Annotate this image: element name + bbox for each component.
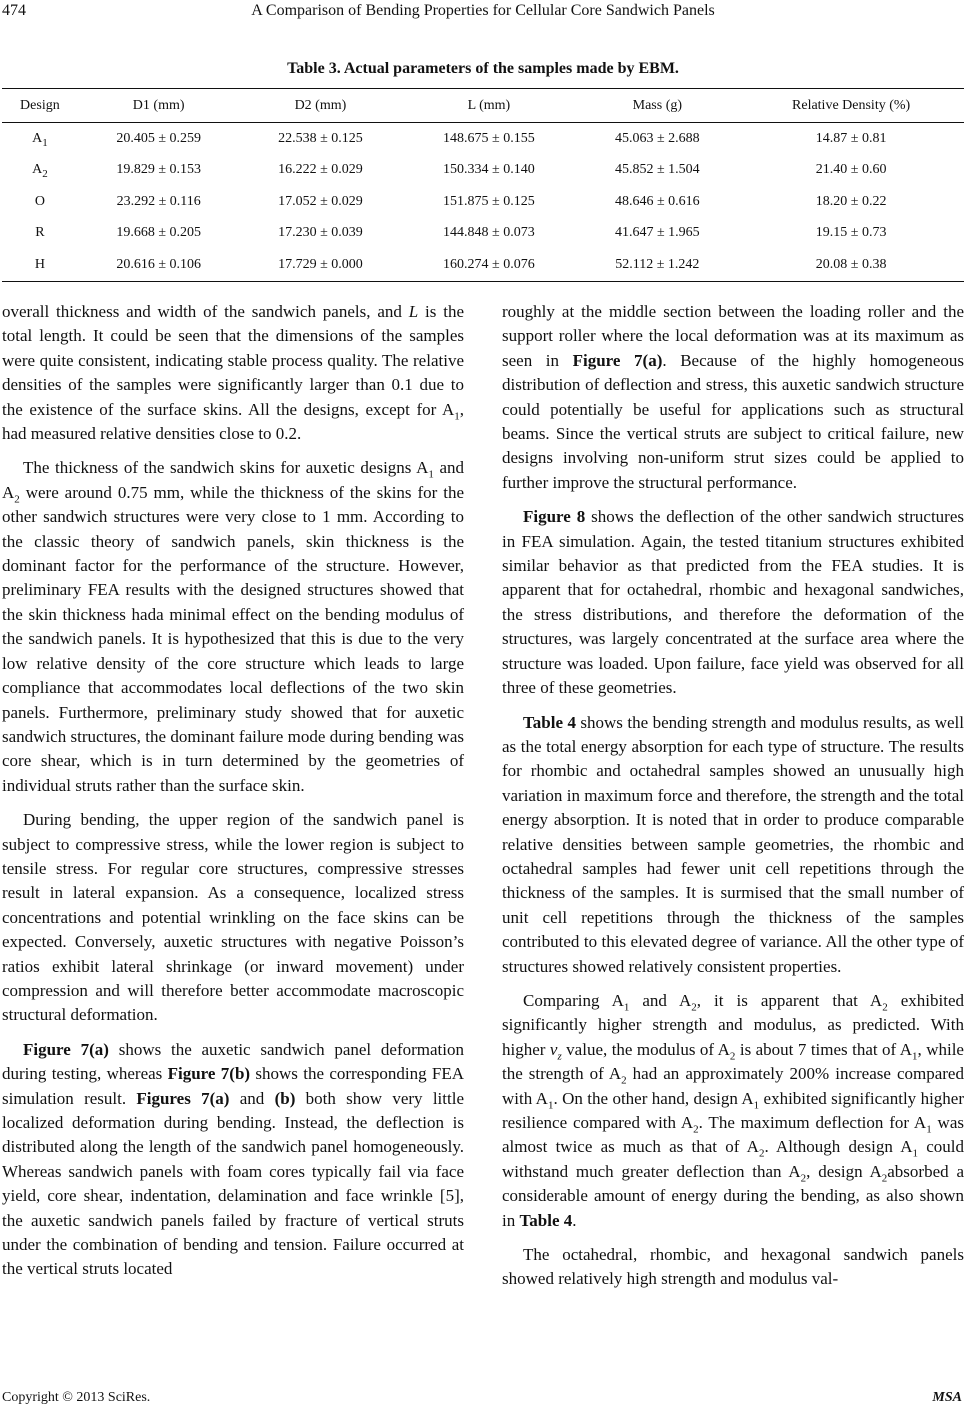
cell-d1: 20.616 ± 0.106 [78,249,240,281]
cell-design: R [35,225,45,241]
paragraph: The octahedral, rhombic, and hexagonal sandwich panels showed relatively high strength and modulus val- [502,1245,964,1289]
paragraph: During bending, the upper region of the sandwich panel is subject to compressive stress, while the lower region is subject to tensile stress. For regular core structures, compressive stresses result in lateral expansion. As a consequence, localized stress concentrations and potential wrinkling on the face skins can be expected. Conversely, auxetic structures with negative Poisson’s ratios exhibit lateral shrinkage (or inward movement) under compression and will therefore better accommodate macroscopic structural deformation. [2,810,464,1025]
parameters-table [2,88,964,282]
paragraph: overall thickness and width of the sandwich panels, and L is the total length. It could be seen that the dimensions of the samples were quite consistent, indicating stable process quality. The relative densities of the samples were significantly larger than 0.1 due to the existence of the surface skins. All the designs, except for $A_1$, had measured relative densities close to 0.2. [2,302,464,444]
paragraph: The thickness of the sandwich skins for auxetic designs $A_1$ and $A_2$ were around 0.75 mm, while the thickness of the skins for the other sandwich structures were very close to 1 mm. According to the classic theory of sandwich panels, skin thickness is the dominant factor for the performance of the structure. However, preliminary FEA results with the designed structures showed that the skin thickness hada minimal effect on the bending modulus of the sandwich panels. It is hypothesized that this is due to the very low relative density of the core structure which leads to large compliance that accommodates local deflections of the two skin panels. Furthermore, preliminary study showed that for auxetic sandwich structures, the dominant failure mode during bending was core shear, which is in turn determined by the geometries of individual struts rather than the surface skin. [2,458,464,795]
cell-length: 148.675 ± 0.155 [443,130,535,146]
paragraph: Figure 7(a) shows the auxetic sandwich panel deformation during testing, whereas Figure 7(b) shows the corresponding FEA simulation result. Figures 7(a) and (b) both show very little localized deformation during bending. Instead, the deflection is distributed along the length of the sandwich panel homogeneously. Whereas sandwich panels with foam cores typically fail via face yield, core shear, indentation, delamination and face wrinkle [5], the auxetic sandwich panels failed by fracture of vertical struts under the combination of bending and tension. Failure occurred at the vertical struts located [2,1039,465,1279]
cell-mass: 45.063 ± 2.688 [614,130,700,146]
cell-d2: 17.729 ± 0.000 [240,249,402,281]
cell-length: 151.875 ± 0.125 [443,193,535,209]
cell-relative-density: 21.40 ± 0.60 [815,162,887,178]
col-mass: Mass (g) [576,89,738,123]
col-design: Design [2,89,78,123]
cell-design: $A_1$ [32,130,48,149]
cell-d2: 22.538 ± 0.125 [278,130,363,146]
col-length: L (mm) [401,89,576,123]
copyright: Copyright © 2013 SciRes. [2,1390,151,1405]
cell-length: 144.848 ± 0.073 [443,225,535,241]
cell-relative-density: 20.08 ± 0.38 [738,249,964,281]
cell-mass: 41.647 ± 1.965 [614,225,700,241]
col-relative-density: Relative Density (%) [738,89,964,123]
paragraph: Comparing $A_1$ and $A_2$, it is apparent that $A_2$ exhibited significantly higher strength and modulus, as predicted. With higher $v_z$ value, the modulus of $A_2$ is about 7 times that of $A_1$, while the strength of $A_2$ had an approximately 200% increase compared with $A_1$. On the other hand, design $A_1$ exhibited significantly higher resilience compared with $A_2$. The maximum deflection for $A_1$ was almost twice as much as that of $A_2$. Although design $A_1$ could withstand much greater deflection than $A_2$, design $A_2absorbed$ a considerable amount of energy during the bending, as also shown in Table 4. [502,990,964,1230]
journal-name: MSA [932,1390,962,1405]
table-header-row [2,89,964,123]
cell-d2: 17.230 ± 0.039 [278,225,363,241]
cell-design: H [2,249,78,281]
cell-length: 160.274 ± 0.076 [401,249,576,281]
cell-d1: 19.668 ± 0.205 [116,225,201,241]
right-column [502,300,964,1302]
cell-d1: 19.829 ± 0.153 [116,162,201,178]
paragraph: roughly at the middle section between the loading roller and the support roller where the local deformation was at its maximum as seen in Figure 7(a). Because of the highly homogeneous distribution of deflection and stress, this auxetic sandwich structure could potentially be useful for applications such as structural beams. Since the vertical struts are subject to critical failure, new designs involving non-uniform strut sizes could be applied to further improve the structural performance. [502,302,964,492]
cell-relative-density: 18.20 ± 0.22 [815,193,887,209]
table-row [2,123,964,155]
paragraph: Table 4 shows the bending strength and modulus results, as well as the total energy absorption for each type of structure. The results for rhombic and octahedral samples showed an unusually high variation in maximum force and therefore, the strength and the total energy absorption. It is noted that in order to produce comparable relative densities between sample geometries, the rhombic and octahedral samples had fewer unit cell repetitions through the thickness of the samples. It is surmised that the small number of unit cell repetitions through the thickness of the samples contributed to this elevated degree of variance. All the other type of structures showed relatively consistent properties. [502,712,964,976]
running-title: A Comparison of Bending Properties for Cellular Core Sandwich Panels [251,2,715,19]
cell-mass: 52.112 ± 1.242 [576,249,738,281]
table-row [2,249,964,281]
cell-d1: 20.405 ± 0.259 [116,130,201,146]
paragraph: Figure 8 shows the deflection of the other sandwich structures in FEA simulation. Again, the tested titanium structures exhibited similar behavior as that predicted from the FEA studies. It is apparent that for octahedral, rhombic and hexagonal sandwiches, the stress distributions, and therefore the deformation of the structures, was largely concentrated at the surface area where the structure was loaded. Upon failure, face yield was observed for all three of these geometries. [502,507,964,698]
left-column [2,300,464,1292]
col-d1: D1 (mm) [78,89,240,123]
cell-d2: 16.222 ± 0.029 [278,162,363,178]
table-row [2,218,964,250]
cell-relative-density: 19.15 ± 0.73 [815,225,887,241]
col-d2: D2 (mm) [240,89,402,123]
cell-design: O [34,193,45,209]
table-row [2,186,964,218]
page-header [0,2,966,24]
cell-relative-density: 14.87 ± 0.81 [815,130,887,146]
cell-d1: 23.292 ± 0.116 [116,193,201,209]
cell-design: $A_2$ [32,162,48,181]
cell-d2: 17.052 ± 0.029 [278,193,363,209]
cell-mass: 48.646 ± 0.616 [614,193,700,209]
table-caption: Table 3. Actual parameters of the samples made by EBM. [287,60,679,77]
page-number: 474 [2,2,26,19]
table-row [2,155,964,187]
cell-mass: 45.852 ± 1.504 [614,162,700,178]
cell-length: 150.334 ± 0.140 [443,162,535,178]
